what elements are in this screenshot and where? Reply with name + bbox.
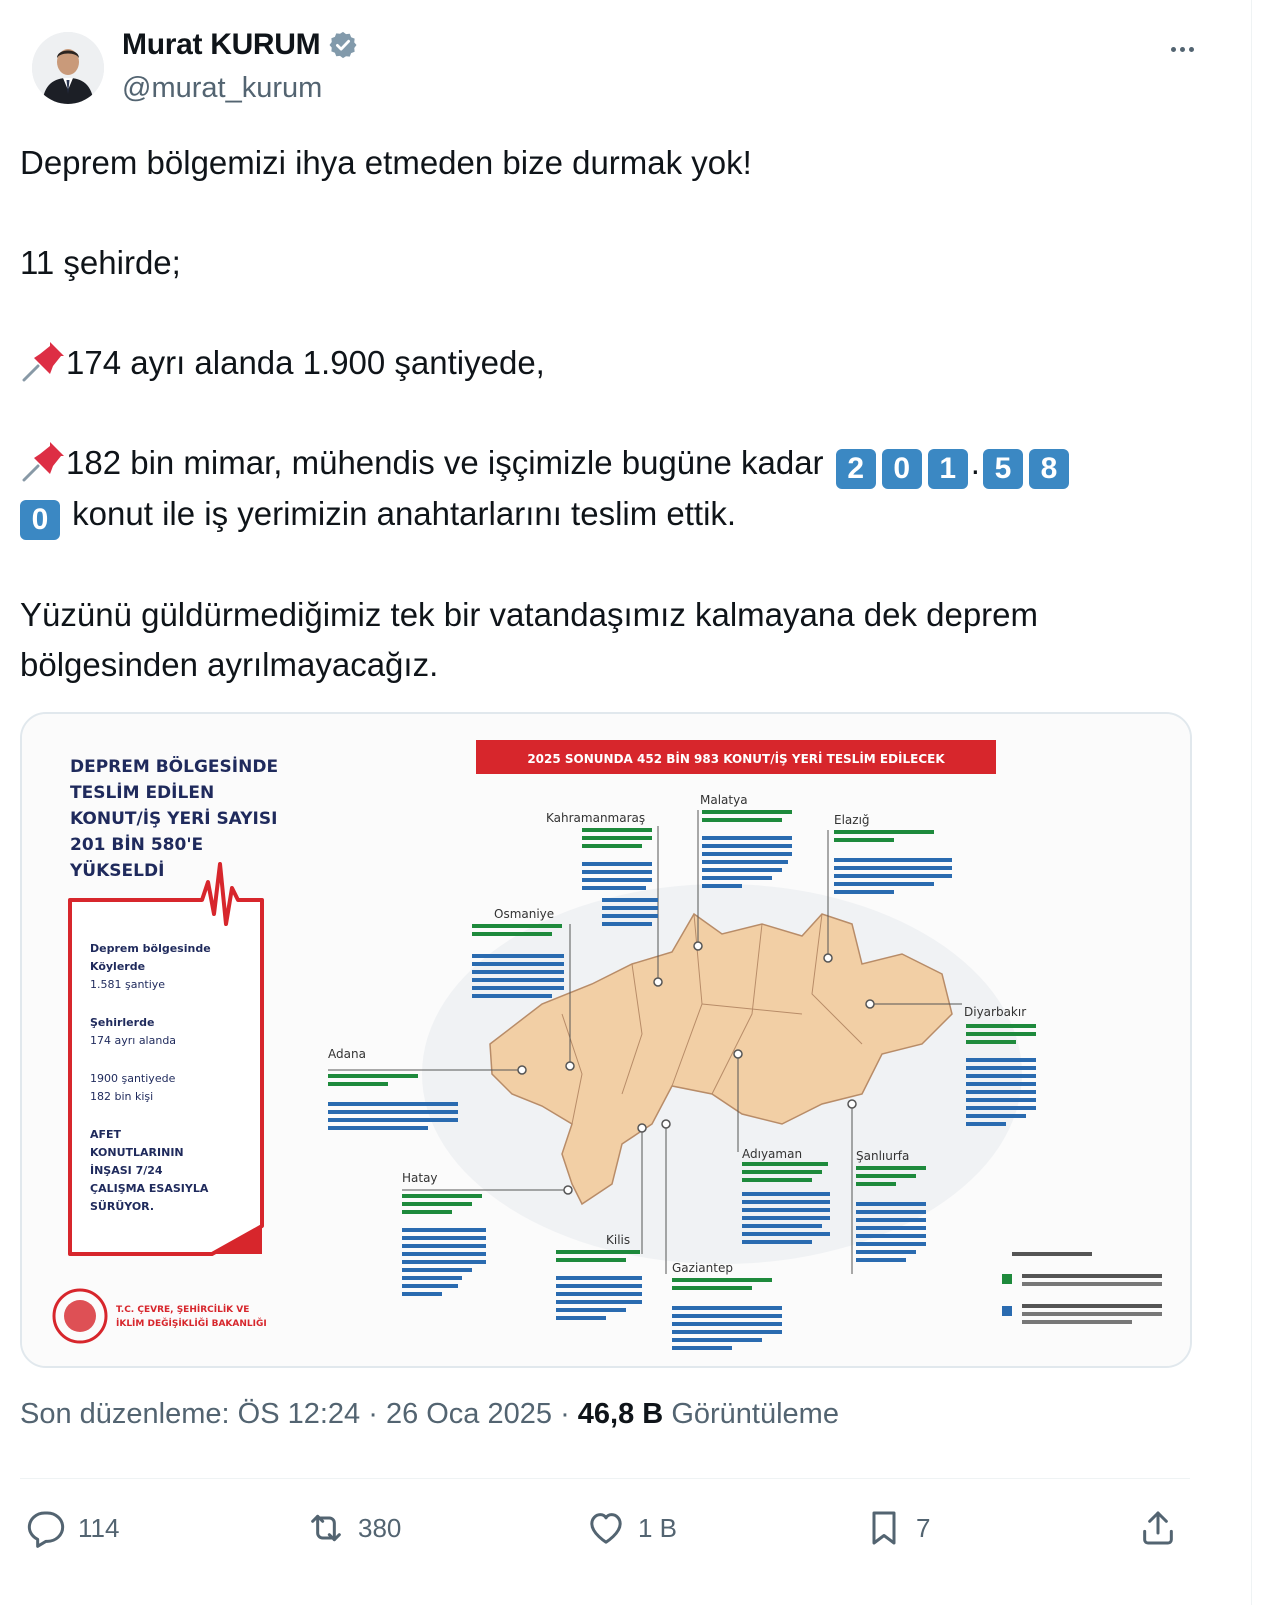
box-text: 1900 şantiyede <box>90 1072 176 1085</box>
city-label: Adıyaman <box>742 1147 803 1161</box>
box-text: Köylerde <box>90 960 146 973</box>
keycap-digit: 1 <box>928 449 968 489</box>
city-label: Kahramanmaraş <box>546 811 646 825</box>
column-border <box>1251 0 1252 1605</box>
action-bar <box>26 1500 1186 1556</box>
city-label: Gaziantep <box>672 1261 733 1275</box>
pushpin-icon <box>20 442 66 482</box>
box-text: 1.581 şantiye <box>90 978 166 991</box>
ministry-text: İKLİM DEĞİŞİKLİĞİ BAKANLIĞI <box>116 1319 267 1329</box>
box-text: 182 bin kişi <box>90 1090 154 1103</box>
info-banner-text: 2025 SONUNDA 452 BİN 983 KONUT/İŞ YERİ TESLİM EDİLECEK <box>527 752 945 766</box>
views-label: Görüntüleme <box>671 1398 839 1430</box>
city-label: Hatay <box>402 1171 438 1185</box>
city-label: Osmaniye <box>494 907 555 921</box>
pushpin-icon <box>20 342 66 382</box>
display-name[interactable]: Murat KURUM <box>122 28 321 61</box>
keycap-digit: 2 <box>836 449 876 489</box>
bookmark-icon <box>864 1508 904 1548</box>
tweet-line: 174 ayrı alanda 1.900 şantiyede, <box>20 338 1200 388</box>
more-options-icon[interactable] <box>1162 34 1202 64</box>
tweet-line: 182 bin mimar, mühendis ve işçimizle bugüne kadar 2 0 1 . 5 8 0 konut ile iş yerimizin anahtarlarını teslim ettik. <box>20 438 1200 540</box>
info-title-line: 201 BİN 580'E <box>70 835 204 855</box>
box-text: KONUTLARININ <box>90 1146 184 1159</box>
bookmark-count: 7 <box>916 1512 931 1543</box>
box-text: İNŞASI 7/24 <box>90 1164 163 1177</box>
tweet-line: Deprem bölgemizi ihya etmeden bize durmak yok! <box>20 144 752 181</box>
like-button[interactable] <box>586 1500 677 1556</box>
tweet-meta <box>20 1398 839 1431</box>
like-count: 1 B <box>638 1512 678 1543</box>
box-text: ÇALIŞMA ESASIYLA <box>90 1182 209 1195</box>
box-text: Şehirlerde <box>90 1016 155 1029</box>
reply-button[interactable] <box>26 1500 119 1556</box>
share-button[interactable] <box>1138 1500 1178 1556</box>
reply-count: 114 <box>78 1512 120 1543</box>
reply-icon <box>26 1508 66 1548</box>
share-icon <box>1138 1508 1178 1548</box>
box-text: 174 ayrı alanda <box>90 1034 177 1047</box>
tweet-line: Yüzünü güldürmediğimiz tek bir vatandaşımız kalmayana dek deprem bölgesinden ayrılmayacağız. <box>20 596 1039 683</box>
city-label: Elazığ <box>834 813 870 827</box>
divider <box>20 1478 1190 1479</box>
tweet-line: 11 şehirde; <box>20 244 181 281</box>
tweet-text <box>20 138 1200 690</box>
box-text: Deprem bölgesinde <box>90 942 211 955</box>
user-handle[interactable]: @murat_kurum <box>122 72 323 104</box>
views-count: 46,8 B <box>577 1398 664 1430</box>
keycap-digit: 5 <box>983 449 1023 489</box>
info-title-line: DEPREM BÖLGESİNDE <box>70 757 279 777</box>
tweet-image[interactable] <box>20 712 1192 1368</box>
repost-button[interactable] <box>306 1500 401 1556</box>
avatar-portrait-icon <box>32 32 104 104</box>
tweet-header <box>22 24 1232 114</box>
city-label: Diyarbakır <box>964 1005 1027 1019</box>
heart-icon <box>586 1508 626 1548</box>
city-label: Adana <box>328 1047 366 1061</box>
edited-timestamp[interactable]: Son düzenleme: ÖS 12:24 · 26 Oca 2025 · <box>20 1398 578 1430</box>
ministry-text: T.C. ÇEVRE, ŞEHİRCİLİK VE <box>116 1305 250 1315</box>
infographic <box>22 714 1190 1366</box>
info-title-line: YÜKSELDİ <box>70 861 165 881</box>
box-text: SÜRÜYOR. <box>90 1200 155 1213</box>
city-label: Şanlıurfa <box>856 1149 910 1163</box>
info-title-line: KONUT/İŞ YERİ SAYISI <box>70 809 278 829</box>
repost-count: 380 <box>358 1512 402 1543</box>
avatar[interactable] <box>32 32 104 104</box>
bookmark-button[interactable] <box>864 1500 930 1556</box>
keycap-separator: . <box>970 444 980 481</box>
info-title-line: TESLİM EDİLEN <box>70 783 215 803</box>
info-box-frame <box>70 864 262 1254</box>
city-label: Kilis <box>606 1233 631 1247</box>
keycap-digit: 0 <box>20 500 60 540</box>
keycap-digit: 8 <box>1029 449 1069 489</box>
keycap-digit: 0 <box>882 449 922 489</box>
box-text: AFET <box>90 1128 122 1141</box>
city-label: Malatya <box>700 793 748 807</box>
repost-icon <box>306 1508 346 1548</box>
verified-badge-icon[interactable] <box>328 30 358 60</box>
